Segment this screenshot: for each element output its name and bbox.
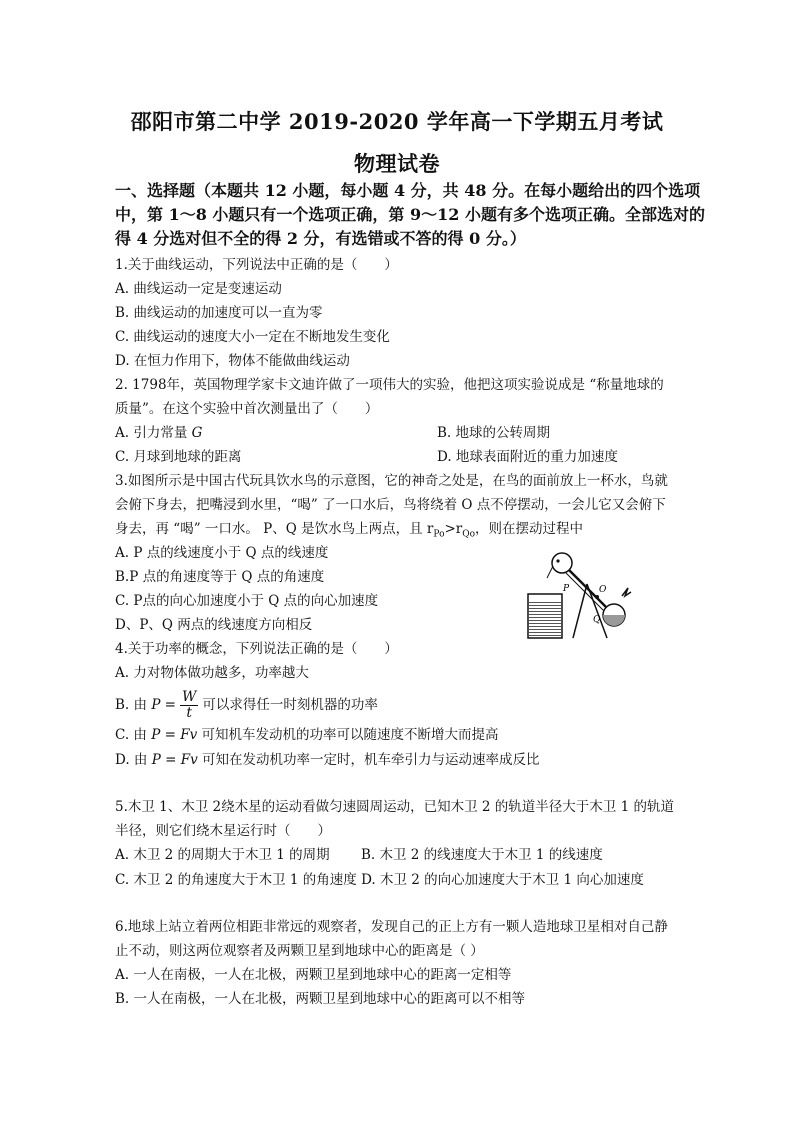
q2-stem-line-2: 质量”。在这个实验中首次测量出了（ ） bbox=[115, 401, 379, 417]
q5-options-ab: A. 木卫 2 的周期大于木卫 1 的周期 B. 木卫 2 的线速度大于木卫 1 的线速度 bbox=[115, 847, 603, 863]
pivot-point-o bbox=[595, 595, 599, 599]
q3-stem-line-3 bbox=[115, 520, 583, 544]
q5-stem-line-1: 5.木卫 1、木卫 2绕木星的运动看做匀速圆周运动，已知木卫 2 的轨道半径大于木卫 1 的轨道 bbox=[115, 799, 674, 815]
section-header-line-3: 得 4 分选对但不全的得 2 分，有选错或不答的得 0 分。） bbox=[115, 229, 526, 248]
section-header-line-1: 一、选择题（本题共 12 小题，每小题 4 分，共 48 分。在每小题给出的四个选项 bbox=[115, 181, 701, 200]
q4-option-d-formula: P = Fv bbox=[151, 752, 198, 768]
label-o: O bbox=[599, 585, 607, 595]
water-level bbox=[529, 602, 561, 637]
q2-option-a bbox=[115, 424, 202, 442]
q3-stem-line-1: 3.如图所示是中国古代玩具饮水鸟的示意图，它的神奇之处是，在鸟的面前放上一杯水，鸟就 bbox=[115, 473, 668, 489]
q4-stem: 4.关于功率的概念，下列说法正确的是（ ） bbox=[115, 641, 398, 657]
q2-option-d: D. 地球表面附近的重力加速度 bbox=[437, 449, 618, 465]
q4-option-c-formula: P = Fv bbox=[151, 727, 198, 743]
q5-options-cd: C. 木卫 2 的角速度大于木卫 1 的角速度 D. 木卫 2 的向心加速度大于木卫 1 向心加速度 bbox=[115, 872, 644, 888]
bird-eye bbox=[556, 559, 559, 562]
q4-option-d-prefix: D. 由 bbox=[115, 752, 148, 768]
q4-option-b-prefix: B. 由 bbox=[115, 697, 148, 713]
q6-stem-line-2: 止不动，则这两位观察者及两颗卫星到地球中心的距离是（ ） bbox=[115, 943, 484, 959]
q3-option-a: A. P 点的线速度小于 Q 点的线速度 bbox=[115, 545, 329, 561]
q6-option-a: A. 一人在南极，一人在北极，两颗卫星到地球中心的距离一定相等 bbox=[115, 967, 512, 983]
q1-option-c: C. 曲线运动的速度大小一定在不断地发生变化 bbox=[115, 329, 390, 345]
q6-option-b: B. 一人在南极，一人在北极，两颗卫星到地球中心的距离可以不相等 bbox=[115, 991, 526, 1007]
q4-option-b-formula-lhs: P = bbox=[151, 697, 176, 713]
q2-option-b: B. 地球的公转周期 bbox=[437, 425, 551, 441]
drinking-bird-figure bbox=[525, 548, 635, 640]
q1-option-d: D. 在恒力作用下，物体不能做曲线运动 bbox=[115, 353, 350, 369]
q4-option-d bbox=[115, 751, 540, 769]
q2-option-a-text: A. 引力常量 bbox=[115, 425, 188, 441]
label-p: P bbox=[563, 584, 570, 594]
q4-option-a: A. 力对物体做功越多，功率越大 bbox=[115, 665, 309, 681]
bird-tail bbox=[622, 588, 631, 596]
q1-stem: 1.关于曲线运动，下列说法中正确的是（ ） bbox=[115, 257, 398, 273]
q3-option-c: C. P点的向心加速度小于 Q 点的向心加速度 bbox=[115, 593, 379, 609]
q4-option-c-text: 可知机车发动机的功率可以随速度不断增大而提高 bbox=[201, 727, 499, 743]
bird-body-liquid bbox=[603, 615, 625, 626]
q3-subscript-po: Po bbox=[433, 529, 445, 540]
q4-option-b-fraction bbox=[180, 690, 198, 721]
q1-option-b: B. 曲线运动的加速度可以一直为零 bbox=[115, 305, 323, 321]
q3-stem-line-2: 会俯下身去，把嘴浸到水里，“喝” 了一口水后，鸟将绕着 O 点不停摆动，一会儿它又会俯下 bbox=[115, 497, 666, 513]
q3-subscript-qo: Qo bbox=[462, 529, 476, 540]
bird-beak bbox=[547, 566, 553, 578]
fraction-denominator: t bbox=[186, 705, 193, 721]
q2-option-c: C. 月球到地球的距离 bbox=[115, 449, 242, 465]
q1-option-a: A. 曲线运动一定是变速运动 bbox=[115, 281, 282, 297]
q3-option-b: B.P 点的角速度等于 Q 点的角速度 bbox=[115, 569, 325, 585]
q4-option-b bbox=[115, 690, 378, 721]
q4-option-c bbox=[115, 726, 499, 744]
q6-stem-line-1: 6.地球上站立着两位相距非常远的观察者，发现自己的正上方有一颗人造地球卫星相对自己静 bbox=[115, 919, 668, 935]
section-header-line-2: 中，第 1～8 小题只有一个选项正确，第 9～12 小题有多个选项正确。全部选对的 bbox=[115, 205, 705, 224]
q3-stem-line-3-text: 身去，再 “喝” 一口水。 P、Q 是饮水鸟上两点，且 r bbox=[115, 521, 434, 537]
label-q: Q bbox=[593, 615, 601, 625]
q4-option-d-text: 可知在发动机功率一定时，机车牵引力与运动速率成反比 bbox=[202, 752, 540, 768]
q4-option-c-prefix: C. 由 bbox=[115, 727, 147, 743]
fraction-numerator: W bbox=[182, 689, 197, 705]
q2-option-a-symbol: G bbox=[191, 425, 203, 441]
exam-title: 邵阳市第二中学 2019-2020 学年高一下学期五月考试 bbox=[130, 109, 664, 134]
q2-stem-line-1: 2. 1798年，英国物理学家卡文迪许做了一项伟大的实验，他把这项实验说成是 “称量地球的 bbox=[115, 377, 664, 393]
exam-subtitle: 物理试卷 bbox=[354, 151, 440, 176]
q3-greater-than: >r bbox=[444, 521, 463, 537]
q3-stem-line-3-tail: ，则在摆动过程中 bbox=[475, 521, 584, 537]
q3-option-d: D、P、Q 两点的线速度方向相反 bbox=[115, 617, 313, 633]
q4-option-b-text: 可以求得任一时刻机器的功率 bbox=[202, 697, 378, 713]
q5-stem-line-2: 半径，则它们绕木星运行时（ ） bbox=[115, 823, 331, 839]
